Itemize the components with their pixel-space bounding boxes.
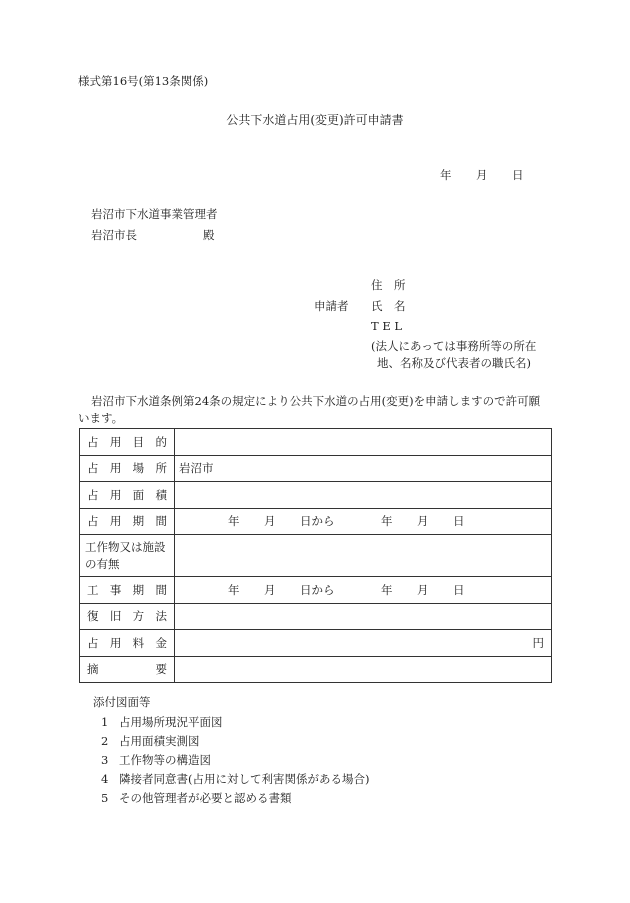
value-structure[interactable] — [175, 535, 552, 577]
row-purpose — [80, 429, 552, 456]
value-period[interactable] — [175, 508, 552, 535]
attachment-item — [101, 771, 369, 787]
value-fee[interactable] — [175, 630, 552, 657]
row-fee — [80, 630, 552, 657]
row-restoration — [80, 603, 552, 630]
label-location — [80, 455, 175, 482]
label-char: 間 — [155, 582, 167, 597]
period-day-from: 日から — [300, 514, 335, 529]
label-char: 復 — [87, 609, 99, 624]
page-title: 公共下水道占用(変更)許可申請書 — [226, 113, 404, 127]
label-purpose — [80, 429, 175, 456]
date-day: 日 — [512, 168, 524, 182]
attachment-text: 占用場所現況平面図 — [119, 715, 223, 729]
label-char: 積 — [155, 487, 167, 502]
applicant-tel-label: T E L — [371, 319, 403, 333]
fee-unit: 円 — [532, 635, 544, 650]
attachment-item — [101, 752, 211, 768]
label-char: 場 — [132, 461, 145, 476]
label-char: 金 — [155, 635, 167, 650]
label-char: 目 — [132, 434, 145, 449]
attachment-text: 工作物等の構造図 — [119, 753, 211, 767]
label-char: 用 — [109, 635, 122, 650]
construction-day-end: 日 — [453, 582, 465, 597]
attachment-text: 隣接者同意書(占用に対して利害関係がある場合) — [119, 772, 370, 786]
attachments-title: 添付図面等 — [93, 695, 151, 709]
row-period — [80, 508, 552, 535]
attachment-item — [101, 733, 200, 749]
label-char: 占 — [87, 635, 99, 650]
location-prefix: 岩沼市 — [179, 461, 214, 476]
addressee-mayor: 岩沼市長 — [91, 228, 137, 242]
construction-month: 月 — [264, 582, 276, 597]
construction-month-end: 月 — [417, 582, 429, 597]
label-char: 所 — [155, 461, 167, 476]
label-char: 用 — [109, 434, 122, 449]
label-char: 占 — [87, 434, 99, 449]
period-month: 月 — [264, 514, 276, 529]
label-structure-line-2: の有無 — [85, 556, 120, 571]
applicant-name-label: 氏 名 — [371, 299, 406, 313]
label-char: 事 — [109, 582, 122, 597]
addressee-line-1: 岩沼市下水道事業管理者 — [91, 207, 218, 221]
label-char: 摘 — [87, 662, 99, 677]
label-char: 期 — [132, 582, 145, 597]
applicant-note-line-2: 地、名称及び代表者の職氏名) — [377, 356, 531, 370]
body-text-line-1: 岩沼市下水道条例第24条の規定により公共下水道の占用(変更)を申請しますので許可願 — [91, 394, 541, 408]
label-char: 間 — [155, 514, 167, 529]
value-remarks[interactable] — [175, 656, 552, 683]
period-year: 年 — [228, 514, 240, 529]
label-char: 用 — [109, 514, 122, 529]
label-char: 占 — [87, 461, 99, 476]
period-day-end: 日 — [453, 514, 465, 529]
construction-year: 年 — [228, 582, 240, 597]
construction-year-end: 年 — [381, 582, 393, 597]
attachment-item — [101, 790, 292, 806]
label-char: 的 — [155, 434, 167, 449]
addressee-line-2 — [91, 227, 215, 243]
label-char: 方 — [132, 609, 145, 624]
row-location — [80, 455, 552, 482]
applicant-label: 申請者 — [314, 299, 349, 313]
label-char: 法 — [155, 609, 167, 624]
period-month-end: 月 — [417, 514, 429, 529]
addressee-honorific: 殿 — [203, 228, 215, 242]
label-fee — [80, 630, 175, 657]
value-construction[interactable] — [175, 577, 552, 604]
attachment-number: 3 — [101, 753, 109, 767]
label-char: 用 — [109, 487, 122, 502]
row-construction — [80, 577, 552, 604]
row-remarks — [80, 656, 552, 683]
label-char: 工 — [87, 582, 99, 597]
label-char: 占 — [87, 487, 99, 502]
attachment-number: 2 — [101, 734, 109, 748]
application-table — [79, 428, 552, 683]
body-text-line-2: います。 — [78, 411, 124, 425]
label-structure-line-1: 工作物又は施設 — [85, 539, 166, 554]
applicant-note-line-1: (法人にあっては事務所等の所在 — [371, 339, 537, 353]
date-month: 月 — [476, 168, 488, 182]
attachment-number: 4 — [101, 772, 109, 786]
label-char: 料 — [132, 635, 145, 650]
attachment-number: 5 — [101, 791, 109, 805]
label-area — [80, 482, 175, 509]
attachment-item — [101, 714, 223, 730]
date-line — [440, 167, 524, 183]
attachment-text: 占用面積実測図 — [119, 734, 200, 748]
label-restoration — [80, 603, 175, 630]
label-char: 要 — [155, 662, 167, 677]
label-char: 旧 — [109, 609, 122, 624]
date-year: 年 — [440, 168, 452, 182]
label-char: 面 — [132, 487, 145, 502]
label-construction — [80, 577, 175, 604]
attachment-text: その他管理者が必要と認める書類 — [119, 791, 292, 805]
label-remarks — [80, 656, 175, 683]
label-period — [80, 508, 175, 535]
value-location[interactable] — [175, 455, 552, 482]
value-purpose[interactable] — [175, 429, 552, 456]
label-structure — [80, 535, 175, 577]
row-structure — [80, 535, 552, 577]
value-restoration[interactable] — [175, 603, 552, 630]
form-number: 様式第16号(第13条関係) — [78, 74, 209, 88]
row-area — [80, 482, 552, 509]
attachment-number: 1 — [101, 715, 109, 729]
applicant-address-label: 住 所 — [371, 278, 406, 292]
construction-day-from: 日から — [300, 582, 335, 597]
value-area[interactable] — [175, 482, 552, 509]
label-char: 期 — [132, 514, 145, 529]
period-year-end: 年 — [381, 514, 393, 529]
label-char: 占 — [87, 514, 99, 529]
label-char: 用 — [109, 461, 122, 476]
